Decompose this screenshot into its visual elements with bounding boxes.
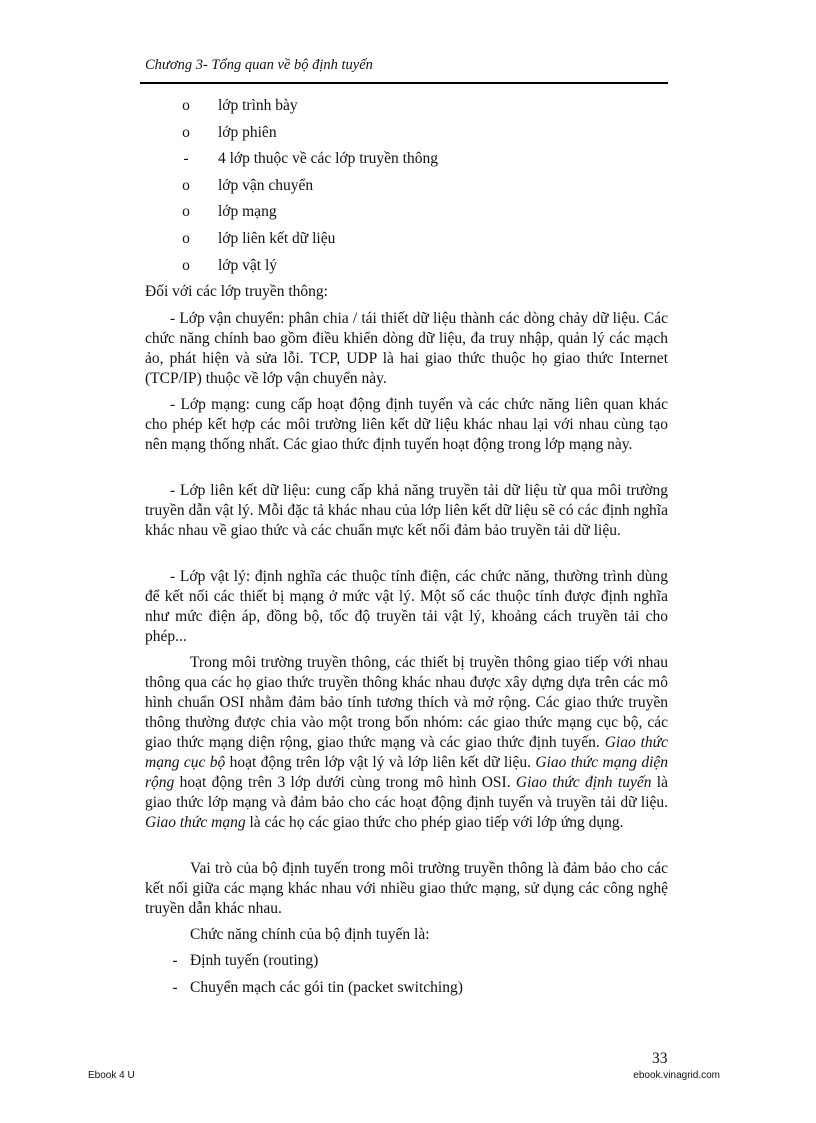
transport-layer-paragraph: [145, 309, 668, 389]
chapter-header: Chương 3- Tổng quan về bộ định tuyến: [145, 57, 373, 73]
bullet-marker: o: [182, 177, 190, 194]
paragraph-text: Vai trò của bộ định tuyến trong môi trường truyền thông là đảm bảo cho các kết nối giữa các mạng khác nhau với nhiều giao thức mạng, sử dụng các công nghệ truyền dẫn khác nhau.: [145, 860, 668, 917]
bullet-marker: o: [182, 230, 190, 247]
paragraph-text: - Lớp mạng: cung cấp hoạt động định tuyến và các chức năng liên quan khác cho phép kết hợp các môi trường liên kết dữ liệu khác nhau lại với nhau cùng tạo nên mạng thống nhất. Các giao thức định tuyến hoạt động trong lớp mạng này.: [145, 396, 668, 453]
data-link-layer-paragraph: [145, 481, 668, 541]
header-rule: [140, 82, 668, 84]
page-number: 33: [652, 1050, 668, 1067]
paragraph-text: - Lớp vật lý: định nghĩa các thuộc tính điện, các chức năng, thường trình dùng để kết nối các thiết bị mạng ở mức vật lý. Một số các thuộc tính được định nghĩa như mức điện áp, đồng bộ, tốc độ truyền tải vật lý, khoảng cách truyền tải cho phép...: [145, 568, 668, 645]
bullet-marker: o: [182, 203, 190, 220]
bullet-marker: o: [182, 97, 190, 114]
dash-marker: -: [183, 150, 189, 167]
italic-term: Giao thức mạng cục bộ: [145, 734, 668, 771]
functions-intro: Chức năng chính của bộ định tuyến là:: [190, 926, 430, 943]
list-item-text: Định tuyến (routing): [190, 952, 319, 969]
physical-layer-paragraph: [145, 567, 668, 647]
paragraph-text: - Lớp liên kết dữ liệu: cung cấp khả năng truyền tải dữ liệu từ qua môi trường truyền dẫn vật lý. Mỗi đặc tả khác nhau của lớp liên kết dữ liệu sẽ có các định nghĩa khác nhau về giao thức và các chuẩn mực kết nối đảm bảo truyền tải dữ liệu.: [145, 482, 668, 539]
paragraph-text: - Lớp vận chuyển: phân chia / tái thiết dữ liệu thành các dòng chảy dữ liệu. Các chức năng chính bao gồm điều khiển dòng dữ liệu, đa truy nhập, quản lý các mạch ảo, phát hiện và sửa lỗi. TCP, UDP là hai giao thức thuộc họ giao thức Internet (TCP/IP) thuộc về lớp vận chuyển này.: [145, 310, 668, 387]
footer-right: ebook.vinagrid.com: [633, 1070, 720, 1081]
network-layer-paragraph: [145, 395, 668, 455]
section-intro: Đối với các lớp truyền thông:: [145, 283, 328, 300]
dash-marker: -: [172, 952, 178, 969]
footer-left: Ebook 4 U: [88, 1070, 135, 1081]
role-paragraph: [145, 859, 668, 919]
dash-marker: -: [172, 979, 178, 996]
bullet-marker: o: [182, 257, 190, 274]
bullet-marker: o: [182, 124, 190, 141]
protocols-paragraph: [145, 653, 668, 833]
list-item-text: Chuyển mạch các gói tin (packet switching): [190, 979, 463, 996]
list-item-text: lớp vận chuyển: [218, 177, 314, 194]
paragraph-text: Trong môi trường truyền thông, các thiết bị truyền thông giao tiếp với nhau thông qua các họ giao thức truyền thông khác nhau được xây dựng dựa trên các mô hình chuẩn OSI nhằm đảm bảo tính tương thích và mở rộng. Các giao thức truyền thông thường được chia vào một trong bốn nhóm: các giao thức mạng cục bộ, các giao thức mạng diện rộng, giao thức mạng và các giao thức định tuyến. Giao thức mạng cục bộ hoạt động trên lớp vật lý và lớp liên kết dữ liệu. Giao thức mạng diện rộng hoạt động trên 3 lớp dưới cùng trong mô hình OSI. Giao thức định tuyến là giao thức lớp mạng và đảm bảo cho các hoạt động định tuyến và truyền tải dữ liệu. Giao thức mạng là các họ các giao thức cho phép giao tiếp với lớp ứng dụng.: [145, 654, 669, 831]
italic-term: Giao thức định tuyến: [515, 774, 652, 791]
list-item-text: lớp trình bày: [218, 97, 298, 114]
list-item-text: lớp phiên: [218, 124, 277, 141]
list-item-text: lớp mạng: [218, 203, 277, 220]
list-item-text: lớp liên kết dữ liệu: [218, 230, 336, 247]
italic-term: Giao thức mạng diện rộng: [145, 754, 669, 791]
italic-term: Giao thức mạng: [145, 814, 246, 831]
list-item-text: 4 lớp thuộc về các lớp truyền thông: [218, 150, 438, 167]
list-item-text: lớp vật lý: [218, 257, 277, 274]
